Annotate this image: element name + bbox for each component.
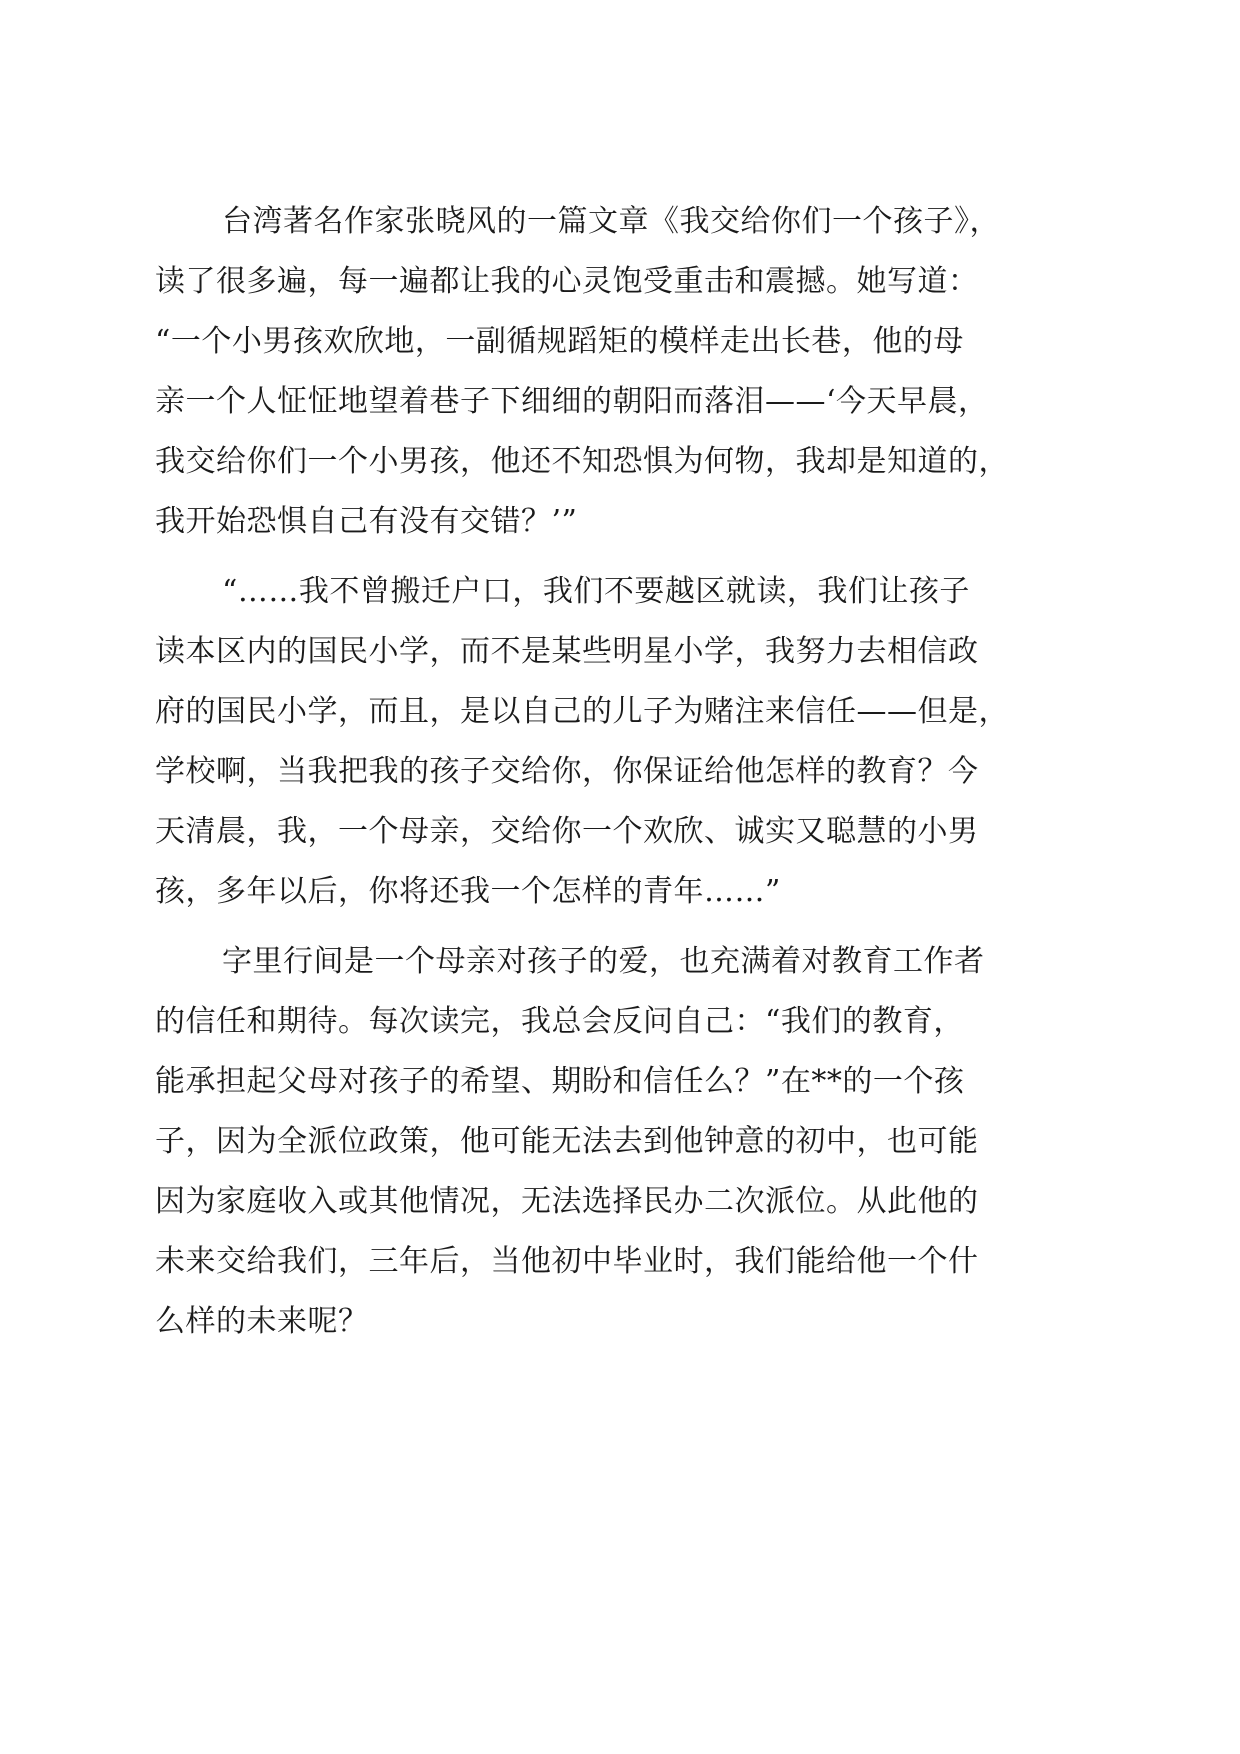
- text-line: 读了很多遍，每一遍都让我的心灵饱受重击和震撼。她写道：: [155, 264, 979, 299]
- text-line: 能承担起父母对孩子的希望、期盼和信任么？”在**的一个孩: [155, 1064, 965, 1099]
- text-line: 读本区内的国民小学，而不是某些明星小学，我努力去相信政: [155, 634, 979, 669]
- text-line: 子，因为全派位政策，他可能无法去到他钟意的初中，也可能: [155, 1124, 979, 1159]
- text-line: 学校啊，当我把我的孩子交给你，你保证给他怎样的教育？今: [155, 754, 979, 789]
- text-line: 因为家庭收入或其他情况，无法选择民办二次派位。从此他的: [155, 1184, 979, 1219]
- text-line: 孩，多年以后，你将还我一个怎样的青年……”: [155, 874, 781, 909]
- text-line: 府的国民小学，而且，是以自己的儿子为赌注来信任——但是，: [155, 694, 1009, 729]
- text-line: “一个小男孩欢欣地，一副循规蹈矩的模样走出长巷，他的母: [155, 324, 964, 359]
- text-line: 台湾著名作家张晓风的一篇文章《我交给你们一个孩子》，: [222, 204, 1000, 239]
- text-line: 我开始恐惧自己有没有交错？’”: [155, 504, 578, 539]
- text-line: 亲一个人怔怔地望着巷子下细细的朝阳而落泪——‘今天早晨，: [155, 384, 989, 419]
- text-line: 么样的未来呢？: [155, 1304, 369, 1339]
- text-line: 的信任和期待。每次读完，我总会反问自己：“我们的教育，: [155, 1004, 964, 1039]
- text-line: “……我不曾搬迁户口，我们不要越区就读，我们让孩子: [222, 574, 970, 609]
- text-line: 我交给你们一个小男孩，他还不知恐惧为何物，我却是知道的，: [155, 444, 1009, 479]
- text-line: 天清晨，我，一个母亲，交给你一个欢欣、诚实又聪慧的小男: [155, 814, 979, 849]
- text-line: 未来交给我们，三年后，当他初中毕业时，我们能给他一个什: [155, 1244, 979, 1279]
- text-line: 字里行间是一个母亲对孩子的爱，也充满着对教育工作者: [222, 944, 985, 979]
